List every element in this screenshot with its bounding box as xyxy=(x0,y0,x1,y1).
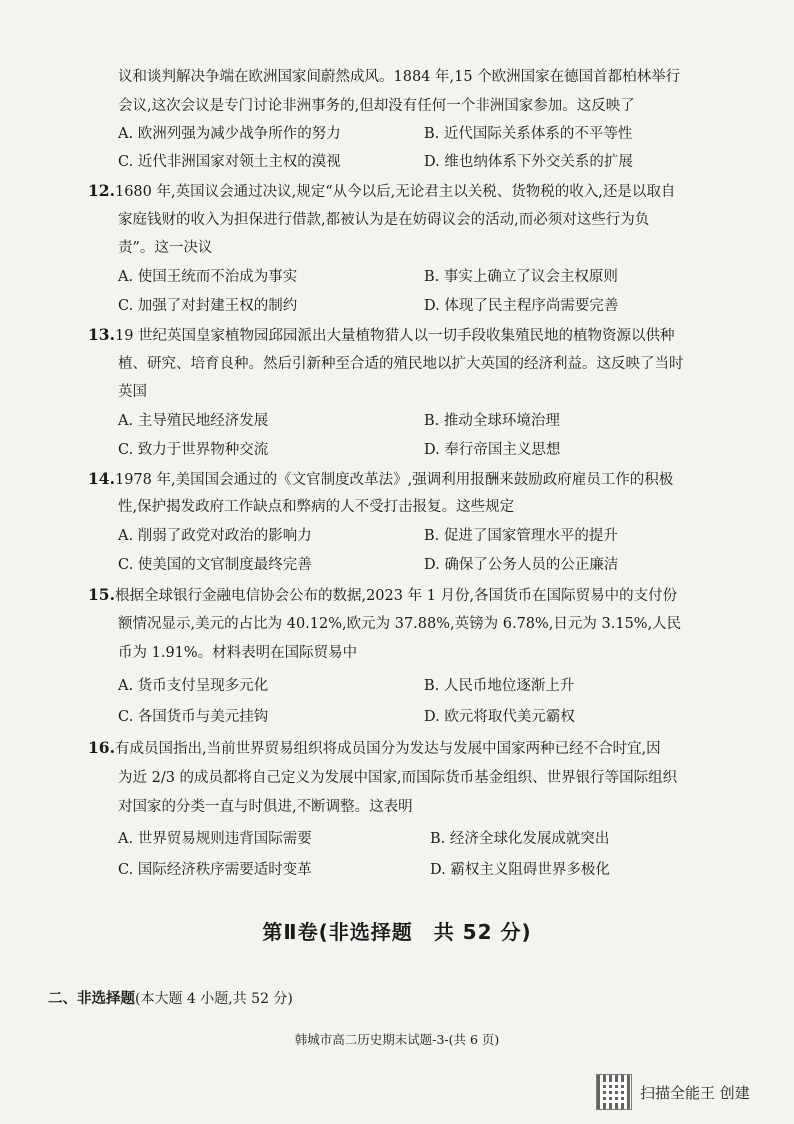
q16-option-c: C. 国际经济秩序需要适时变革 xyxy=(118,862,312,878)
scanner-watermark xyxy=(596,1074,750,1110)
q15-stem-line3: 币为 1.91%。材料表明在国际贸易中 xyxy=(118,645,358,661)
q15-option-b: B. 人民币地位逐渐上升 xyxy=(424,678,575,694)
q14-option-b: B. 促进了国家管理水平的提升 xyxy=(424,528,618,544)
q13-stem-line2: 植、研究、培育良种。然后引新种至合适的殖民地以扩大英国的经济利益。这反映了当时 xyxy=(118,356,684,372)
q15-option-a: A. 货币支付呈现多元化 xyxy=(118,678,269,694)
q16-option-a: A. 世界贸易规则违背国际需要 xyxy=(118,831,312,847)
q16-stem-line2: 为近 2/3 的成员都将自己定义为发展中国家,而国际货币基金组织、世界银行等国际组织 xyxy=(118,770,678,786)
q15-option-c: C. 各国货币与美元挂钩 xyxy=(118,709,269,725)
q12-stem-line1: 12.1680 年,英国议会通过决议,规定“从今以后,无论君主以关税、货物税的收入,还是以取自 xyxy=(88,181,676,200)
q14-stem-line1: 14.1978 年,美国国会通过的《文官制度改革法》,强调利用报酬来鼓励政府雇员工作的积极 xyxy=(88,469,674,488)
q12-option-a: A. 使国王统而不治成为事实 xyxy=(118,269,298,285)
q16-number: 16. xyxy=(88,738,115,757)
q16-stem-line1: 16.有成员国指出,当前世界贸易组织将成员国分为发达与发展中国家两种已经不合时宜,因 xyxy=(88,738,661,757)
q16-stem-line3: 对国家的分类一直与时俱进,不断调整。这表明 xyxy=(118,799,413,815)
q14-number: 14. xyxy=(88,469,115,488)
q16-option-d: D. 霸权主义阻碍世界多极化 xyxy=(430,862,610,878)
page-footer: 韩城市高二历史期末试题-3-(共 6 页) xyxy=(294,1032,500,1047)
q13-option-b: B. 推动全球环境治理 xyxy=(424,413,560,429)
q14-option-c: C. 使美国的文官制度最终完善 xyxy=(118,557,312,573)
q15-number: 15. xyxy=(88,585,115,604)
q13-option-c: C. 致力于世界物种交流 xyxy=(118,442,269,458)
q12-option-d: D. 体现了民主程序尚需要完善 xyxy=(424,298,619,314)
q11-option-d: D. 维也纳体系下外交关系的扩展 xyxy=(424,154,633,170)
q12-number: 12. xyxy=(88,181,115,200)
q14-option-a: A. 削弱了政党对政治的影响力 xyxy=(118,528,312,544)
q14-option-d: D. 确保了公务人员的公正廉洁 xyxy=(424,557,619,573)
q14-stem-line2: 性,保护揭发政府工作缺点和弊病的人不受打击报复。这些规定 xyxy=(118,499,515,515)
q13-stem-line3: 英国 xyxy=(118,384,147,400)
watermark-text: 扫描全能王 创建 xyxy=(640,1083,750,1102)
q12-option-b: B. 事实上确立了议会主权原则 xyxy=(424,269,618,285)
q13-stem-line1: 13.19 世纪英国皇家植物园邱园派出大量植物猎人以一切手段收集殖民地的植物资源以供种 xyxy=(88,325,675,344)
q13-option-a: A. 主导殖民地经济发展 xyxy=(118,413,269,429)
q11-line2: 会议,这次会议是专门讨论非洲事务的,但却没有任何一个非洲国家参加。这反映了 xyxy=(118,98,635,114)
q11-line1: 议和谈判解决争端在欧洲国家间蔚然成风。1884 年,15 个欧洲国家在德国首都柏林举行 xyxy=(118,69,681,85)
q11-option-a: A. 欧洲列强为减少战争所作的努力 xyxy=(118,126,341,142)
q12-stem-line2: 家庭钱财的收入为担保进行借款,都被认为是在妨碍议会的活动,而必须对这些行为负 xyxy=(118,212,650,228)
part-two-label: 二、非选择题 xyxy=(48,990,135,1007)
part-two-desc: (本大题 4 小题,共 52 分) xyxy=(135,991,293,1007)
q13-number: 13. xyxy=(88,325,115,344)
qr-code-icon xyxy=(596,1074,632,1110)
part-two-heading xyxy=(48,987,293,1008)
section-title: 第Ⅱ卷(非选择题 共 52 分) xyxy=(262,920,532,944)
q15-stem-line1: 15.根据全球银行金融电信协会公布的数据,2023 年 1 月份,各国货币在国际贸易中的支付份 xyxy=(88,585,678,604)
q15-stem-line2: 额情况显示,美元的占比为 40.12%,欧元为 37.88%,英镑为 6.78%,日元为 3.15%,人民 xyxy=(118,616,682,632)
q16-option-b: B. 经济全球化发展成就突出 xyxy=(430,831,610,847)
q13-option-d: D. 奉行帝国主义思想 xyxy=(424,442,561,458)
q12-stem-line3: 责”。这一决议 xyxy=(118,240,213,256)
q11-option-c: C. 近代非洲国家对领土主权的漠视 xyxy=(118,154,341,170)
q12-option-c: C. 加强了对封建王权的制约 xyxy=(118,298,298,314)
q11-option-b: B. 近代国际关系体系的不平等性 xyxy=(424,126,633,142)
q15-option-d: D. 欧元将取代美元霸权 xyxy=(424,709,575,725)
